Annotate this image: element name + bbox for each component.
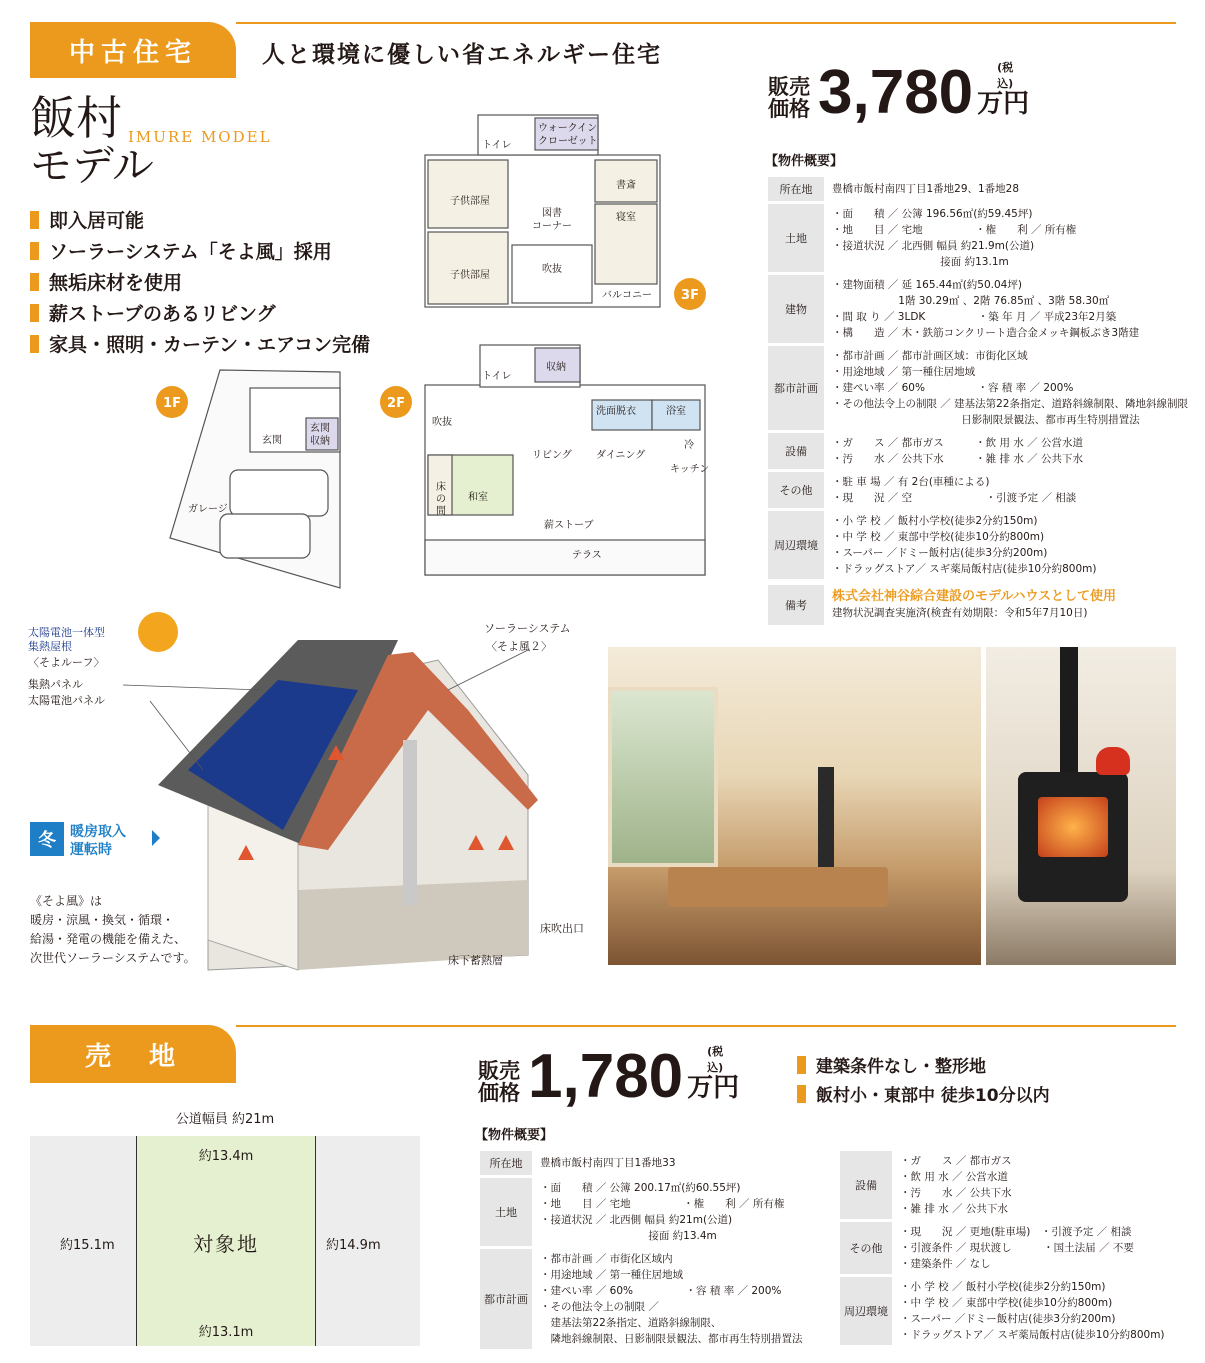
- label-stove: 薪ストーブ: [544, 520, 594, 531]
- price-label: 販売: [478, 1058, 520, 1083]
- label-wic: ウォークイン: [538, 123, 598, 134]
- label-garage: ガレージ: [188, 504, 228, 515]
- row-header: 周辺環境: [768, 511, 824, 579]
- table-row: [768, 472, 1188, 508]
- floor-plan: [150, 100, 710, 600]
- price-unit: 万円: [687, 1073, 740, 1103]
- play-arrow-icon: [152, 830, 160, 846]
- remarks-note: 株式会社神谷綜合建設のモデルハウスとして使用: [832, 589, 1117, 604]
- table-row: [768, 433, 1188, 469]
- row-line: ・ガ ス ／ 都市ガス: [900, 1155, 1012, 1167]
- row-header: その他: [768, 472, 824, 508]
- row-line: ・用途地域 ／ 第一種住居地域: [831, 366, 976, 378]
- label-toilet: トイレ: [482, 371, 512, 382]
- duct: [403, 740, 417, 905]
- model-name-kana: モデル: [30, 141, 154, 190]
- row-value: [824, 177, 1188, 201]
- stove-pipe: [1060, 647, 1078, 777]
- table-row: [480, 1178, 825, 1246]
- house-price: [768, 58, 1030, 127]
- table-row: [768, 585, 1188, 625]
- row-line: ・地 目 ／ 宅地 ・権 利 ／ 所有権: [540, 1198, 785, 1210]
- table-row: [840, 1151, 1190, 1219]
- dim-right: 約14.9m: [326, 1238, 381, 1253]
- row-header: 設備: [840, 1151, 892, 1219]
- table-row: [768, 204, 1188, 272]
- label-toko: 床: [436, 482, 446, 493]
- label-washitsu: 和室: [468, 492, 488, 503]
- row-line: ・建物面積 ／ 延 165.44㎡(約50.04坪): [831, 279, 1022, 291]
- label-living: リビング: [532, 450, 572, 461]
- living-room-photo: [608, 647, 981, 965]
- row-value: [824, 433, 1188, 469]
- overview-title: 【物件概要】: [765, 154, 844, 169]
- row-value: [824, 204, 1188, 272]
- row-line: 建基法第22条指定、道路斜線制限、: [540, 1317, 722, 1329]
- tax-note: (税込): [707, 1045, 724, 1074]
- pv-label: 太陽電池パネル: [28, 694, 105, 707]
- row-line: ・汚 水 ／ 公共下水 ・雑 排 水 ／ 公共下水: [831, 453, 1083, 465]
- row-line: ・ガ ス ／ 都市ガス ・飲 用 水 ／ 公営水道: [831, 437, 1083, 449]
- floor-2f-label: 2F: [387, 396, 405, 411]
- row-header: 都市計画: [768, 346, 824, 430]
- remarks-sub: 建物状況調査実施済(検査有効期限：令和5年7月10日): [832, 607, 1088, 619]
- roof-label: 太陽電池一体型: [28, 626, 105, 639]
- row-line: ・面 積 ／ 公簿 200.17㎡(約60.55坪): [540, 1182, 741, 1194]
- dim-bottom: 約13.1m: [198, 1325, 254, 1340]
- row-line: ・都市計画 ／ 都市計画区域：市街化区域: [831, 350, 1028, 362]
- stove-pipe: [818, 767, 834, 867]
- label-toko: 間: [436, 506, 446, 517]
- row-line: ・引渡条件 ／ 現状渡し ・国土法届 ／ 不要: [900, 1242, 1134, 1254]
- land-tag: 売 地: [30, 1025, 236, 1083]
- table-row: [768, 275, 1188, 343]
- label-bath: 浴室: [666, 406, 686, 417]
- land-divider: [236, 1025, 1176, 1027]
- row-line: ・駐 車 場 ／ 有 2台(車種による): [831, 476, 990, 488]
- model-name-en: IMURE MODEL: [128, 128, 272, 146]
- land-feature-list: [797, 1050, 1050, 1108]
- target-label: 対象地: [193, 1232, 259, 1256]
- row-line: 1階 30.29㎡ 、2階 76.85㎡ 、3階 58.30㎡: [831, 295, 1110, 307]
- label-library: 図書: [542, 208, 562, 219]
- row-line: ・小 学 校 ／ 飯村小学校(徒歩2分約150m): [900, 1281, 1106, 1293]
- desc-line: 《そよ風》は: [30, 894, 103, 908]
- row-value: [824, 472, 1188, 508]
- table-row: [480, 1249, 825, 1349]
- label-genkan: 玄関: [262, 435, 282, 446]
- price-label: 販売: [768, 74, 810, 99]
- label-bedroom: 寝室: [616, 212, 636, 223]
- row-line: ・接道状況 ／ 北西側 幅員 約21m(公道): [540, 1214, 733, 1226]
- table-row: [768, 511, 1188, 579]
- row-line: 日影制限景観法、都市再生特別措置法: [831, 414, 1140, 426]
- row-header: 所在地: [768, 177, 824, 201]
- feature-item: 即入居可能: [30, 204, 370, 235]
- price-label: 価格: [768, 96, 810, 121]
- row-value: [824, 511, 1188, 579]
- row-header: 設備: [768, 433, 824, 469]
- feature-item: 建築条件なし・整形地: [797, 1050, 1050, 1079]
- row-line: 接面 約13.1m: [831, 256, 1009, 268]
- feature-item: 飯村小・東部中 徒歩10分以内: [797, 1079, 1050, 1108]
- roof-label: 集熱屋根: [28, 640, 72, 653]
- row-header: 所在地: [480, 1151, 532, 1175]
- row-value: [532, 1178, 825, 1246]
- label-terrace: テラス: [572, 550, 602, 561]
- row-line: ・汚 水 ／ 公共下水: [900, 1187, 1012, 1199]
- row-value: [532, 1151, 825, 1175]
- row-value: [824, 275, 1188, 343]
- floor-1f-label: 1F: [163, 396, 181, 411]
- label-dining: ダイニング: [596, 450, 646, 461]
- row-value: [824, 346, 1188, 430]
- row-line: ・面 積 ／ 公簿 196.56㎡(約59.45坪): [831, 208, 1033, 220]
- fire: [1038, 797, 1108, 857]
- winter-label: 冬: [38, 830, 56, 851]
- row-line: 接面 約13.4m: [540, 1230, 717, 1242]
- table-row: [768, 346, 1188, 430]
- label-wash: 洗面脱衣: [596, 406, 636, 417]
- row-line: ・中 学 校 ／ 東部中学校(徒歩10分約800m): [900, 1297, 1113, 1309]
- row-header: 周辺環境: [840, 1277, 892, 1345]
- table-row: [480, 1151, 825, 1175]
- used-house-tag: 中古住宅: [30, 22, 236, 78]
- label-kitchen: キッチン: [670, 464, 710, 475]
- table-row: [840, 1277, 1190, 1345]
- row-line: ・地 目 ／ 宅地 ・権 利 ／ 所有権: [831, 224, 1077, 236]
- system-label: 〈そよ風２〉: [486, 640, 552, 653]
- wood-stove-photo: [986, 647, 1176, 965]
- row-line: ・中 学 校 ／ 東部中学校(徒歩10分約800m): [831, 531, 1045, 543]
- row-header: 都市計画: [480, 1249, 532, 1349]
- floor-3f-label: 3F: [681, 288, 699, 303]
- road-width: 公道幅員 約21m: [175, 1112, 275, 1127]
- row-line: 隣地斜線制限、日影制限景観法、都市再生特別措置法: [540, 1333, 803, 1345]
- window: [608, 687, 718, 867]
- feature-item: 薪ストーブのあるリビング: [30, 297, 370, 328]
- land-spec-table-right: [840, 1148, 1190, 1348]
- sun-icon: [138, 612, 178, 652]
- row-line: ・ドラッグストア／ スギ薬局飯村店(徒歩10分約800m): [831, 563, 1097, 575]
- dim-top: 約13.4m: [198, 1149, 254, 1164]
- label-toilet-3f: トイレ: [482, 140, 512, 151]
- row-line: ・建ぺい率 ／ 60% ・容 積 率 ／ 200%: [831, 382, 1074, 394]
- row-line: ・その他法令上の制限 ／ 建基法第22条指定、道路斜線制限、隣地斜線制限: [831, 398, 1188, 410]
- row-line: ・ドラッグストア／ スギ薬局飯村店(徒歩10分約800m): [900, 1329, 1165, 1341]
- land-spec-table-left: [480, 1148, 825, 1352]
- row-line: 豊橋市飯村南四丁目1番地29、1番地28: [831, 183, 1020, 195]
- label-genkan-storage: 収納: [310, 436, 330, 447]
- row-value: [892, 1277, 1190, 1345]
- label-library: コーナー: [532, 221, 572, 232]
- row-line: ・接道状況 ／ 北西側 幅員 約21.9m(公道): [831, 240, 1035, 252]
- solar-system-diagram: [28, 600, 598, 995]
- roof-label: 〈そよルーフ〉: [28, 656, 105, 669]
- row-value: [532, 1249, 825, 1349]
- land-price: [478, 1042, 740, 1111]
- label-study: 書斎: [616, 180, 636, 191]
- label-kids2: 子供部屋: [450, 270, 490, 281]
- label-wic: クローゼット: [538, 136, 598, 147]
- model-name-kanji: 飯村: [30, 91, 122, 145]
- label-balcony: バルコニー: [602, 290, 652, 301]
- land-overview-title: 【物件概要】: [475, 1128, 554, 1143]
- label-fukinuke-3f: 吹抜: [542, 264, 562, 275]
- row-header: その他: [840, 1222, 892, 1274]
- row-line: 豊橋市飯村南四丁目1番地33: [540, 1157, 676, 1169]
- price-unit: 万円: [977, 89, 1030, 119]
- dim-left: 約15.1m: [60, 1238, 115, 1253]
- row-header: 建物: [768, 275, 824, 343]
- row-line: ・建ぺい率 ／ 60% ・容 積 率 ／ 200%: [540, 1285, 782, 1297]
- mode-label: 暖房取入: [70, 824, 126, 840]
- row-header: 土地: [480, 1178, 532, 1246]
- row-value: [892, 1222, 1190, 1274]
- floor-outlet-label: 床吹出口: [540, 922, 584, 935]
- dining-table: [668, 867, 888, 907]
- table-row: [768, 177, 1188, 201]
- mode-label: 運転時: [70, 842, 112, 858]
- row-value: [892, 1151, 1190, 1219]
- row-line: ・飲 用 水 ／ 公営水道: [900, 1171, 1008, 1183]
- row-line: ・スーパー ／ドミー飯村店(徒歩3分約200m): [900, 1313, 1116, 1325]
- kettle-icon: [1096, 747, 1130, 775]
- row-line: ・用途地域 ／ 第一種住居地域: [540, 1269, 684, 1281]
- row-line: ・間 取 り ／ 3LDK ・築 年 月 ／ 平成23年2月築: [831, 311, 1117, 323]
- row-header: 備考: [768, 585, 824, 625]
- row-line: ・雑 排 水 ／ 公共下水: [900, 1203, 1008, 1215]
- row-line: ・その他法令上の制限 ／: [540, 1301, 659, 1313]
- label-storage: 収納: [546, 362, 566, 373]
- tax-note: (税込): [997, 61, 1014, 90]
- label-fridge: 冷: [684, 440, 694, 451]
- feature-item: 無垢床材を使用: [30, 266, 370, 297]
- price-value: 3,780: [818, 58, 974, 127]
- price-label: 価格: [478, 1080, 520, 1105]
- desc-line: 給湯・発電の機能を備えた、: [30, 932, 187, 946]
- label-fukinuke: 吹抜: [432, 417, 452, 428]
- floor-storage-label: 床下蓄熱層: [448, 954, 503, 967]
- label-kids1: 子供部屋: [450, 196, 490, 207]
- row-line: ・現 況 ／ 更地(駐車場) ・引渡予定 ／ 相談: [900, 1226, 1132, 1238]
- house-spec-table: [768, 174, 1188, 628]
- land-map: [30, 1108, 420, 1346]
- feature-item: ソーラーシステム「そよ風」採用: [30, 235, 370, 266]
- collector-label: 集熱パネル: [28, 678, 83, 691]
- price-value: 1,780: [528, 1042, 684, 1111]
- label-toko: の: [436, 494, 446, 505]
- table-row: [840, 1222, 1190, 1274]
- row-line: ・都市計画 ／ 市街化区域内: [540, 1253, 673, 1265]
- top-divider: [236, 22, 1176, 24]
- system-label: ソーラーシステム: [484, 622, 571, 635]
- row-line: ・現 況 ／ 空 ・引渡予定 ／ 相談: [831, 492, 1077, 504]
- row-line: ・建築条件 ／ なし: [900, 1258, 991, 1270]
- row-line: ・構 造 ／ 木・鉄筋コンクリート造合金メッキ鋼板ぶき3階建: [831, 327, 1140, 339]
- desc-line: 次世代ソーラーシステムです。: [30, 951, 196, 965]
- row-line: ・スーパー ／ドミー飯村店(徒歩3分約200m): [831, 547, 1048, 559]
- row-header: 土地: [768, 204, 824, 272]
- feature-item: 家具・照明・カーテン・エアコン完備: [30, 328, 370, 359]
- headline: 人と環境に優しい省エネルギー住宅: [262, 42, 662, 68]
- desc-line: 暖房・涼風・換気・循環・: [30, 913, 175, 927]
- row-line: ・小 学 校 ／ 飯村小学校(徒歩2分約150m): [831, 515, 1038, 527]
- label-genkan-storage: 玄関: [310, 423, 330, 434]
